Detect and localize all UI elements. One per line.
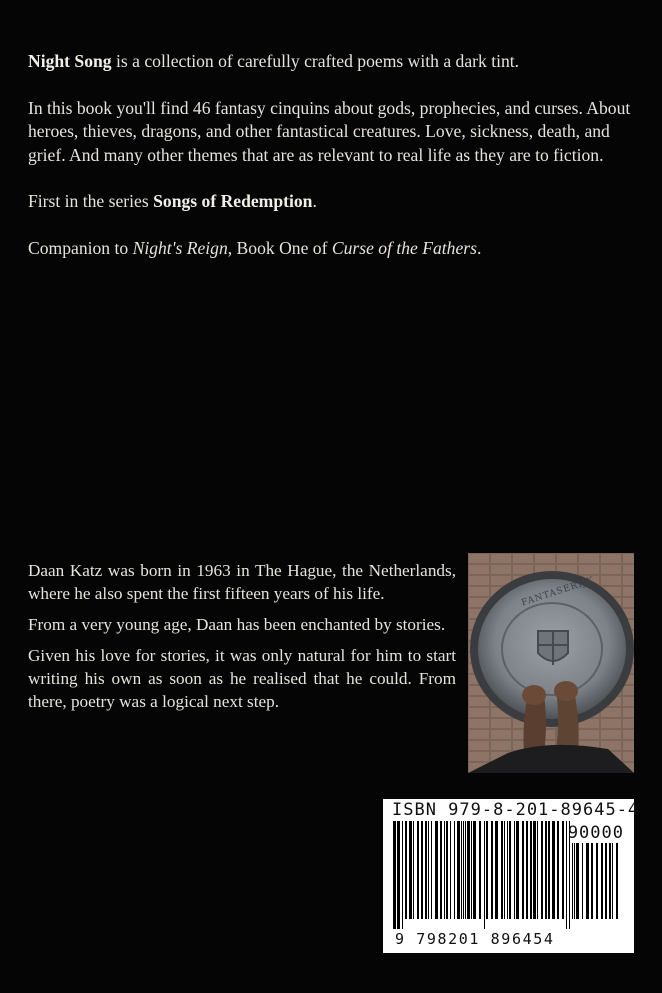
isbn-label: ISBN 979-8-201-89645-4 bbox=[392, 800, 640, 820]
blurb-paragraph-3: First in the series Songs of Redemption. bbox=[28, 191, 317, 211]
companion-book-title: Night's Reign bbox=[132, 237, 228, 258]
price-code: 90000 bbox=[567, 823, 624, 843]
back-cover-blurb bbox=[28, 50, 638, 283]
series-title: Songs of Redemption bbox=[153, 191, 313, 211]
barcode-bars-addon bbox=[572, 843, 620, 929]
companion-series-title: Curse of the Fathers bbox=[331, 237, 477, 258]
bio-paragraph-1: Daan Katz was born in 1963 in The Hague, the Netherlands, where he also spent the first fifteen years of his life. bbox=[28, 561, 456, 603]
plaque-text: FANTASERIJK bbox=[520, 575, 596, 609]
author-bio bbox=[28, 559, 456, 721]
barcode-bars-main bbox=[393, 821, 573, 929]
book-title: Night Song bbox=[28, 51, 112, 71]
blurb-paragraph-2: In this book you'll find 46 fantasy cinquins about gods, prophecies, and curses. About heroes, thieves, dragons, and other fantastical creatures. Love, sickness, death, and grief. And many other themes that are as relevant to real life as they are to fiction. bbox=[28, 97, 631, 165]
isbn-barcode bbox=[383, 799, 640, 953]
author-photo bbox=[468, 553, 634, 773]
blurb-paragraph-1: Night Song is a collection of carefully crafted poems with a dark tint. bbox=[28, 51, 520, 71]
blurb-paragraph-4: Companion to Night's Reign, Book One of Curse of the Fathers. bbox=[28, 237, 482, 258]
bio-paragraph-2: From a very young age, Daan has been enchanted by stories. bbox=[28, 615, 446, 634]
barcode-digits: 9 798201 896454 bbox=[395, 930, 555, 948]
bio-paragraph-3: Given his love for stories, it was only natural for him to start writing his own as soon as he realised that he could. From there, poetry was a logical next step. bbox=[28, 646, 456, 711]
